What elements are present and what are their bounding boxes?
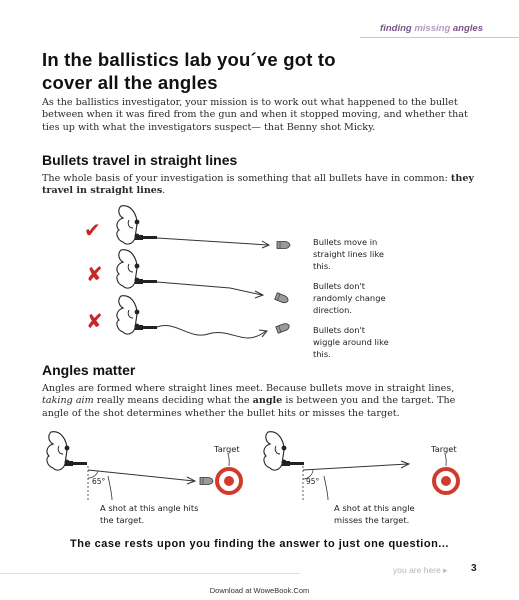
caption-hit: A shot at this angle hits the target. — [100, 503, 199, 525]
path-note-straight: Bullets move in straight lines like this. — [313, 237, 384, 271]
chapter-word-1: finding — [380, 23, 412, 34]
target-icon — [217, 469, 241, 493]
shooter-figure — [117, 206, 157, 244]
page-number: 3 — [471, 563, 477, 574]
miss-path-line — [303, 464, 408, 470]
shooter-figure — [47, 432, 87, 470]
bullet-icon — [275, 293, 290, 304]
chapter-word-2: missing — [414, 23, 451, 34]
footer-rule — [0, 573, 300, 574]
wiggly-path-line — [157, 325, 266, 338]
straight-path-line — [157, 238, 268, 245]
caption-miss: A shot at this angle misses the target. — [334, 503, 415, 525]
cross-mark-icon: ✘ — [86, 262, 103, 286]
bullets-text-after: . — [162, 185, 166, 197]
bullets-text-before: The whole basis of your investigation is something that all bullets have in common: — [42, 173, 451, 184]
caption-pointer — [108, 476, 112, 500]
page-title: In the ballistics lab you´ve got to cover all the angles — [42, 49, 336, 93]
angle-label-miss: 95° — [306, 477, 320, 486]
angles-text-3: is between you and the target. The angle of the shot determines whether the bullet hits or misses the target. — [42, 395, 456, 419]
bent-path-line — [157, 282, 262, 295]
angles-paragraph — [42, 383, 482, 420]
target-label: Target — [214, 444, 240, 454]
cross-mark-icon: ✘ — [86, 309, 103, 333]
shooter-figure — [117, 296, 157, 334]
path-note-bent: Bullets don't randomly change direction. — [313, 281, 386, 315]
angles-text-2: really means deciding what the — [93, 395, 253, 407]
case-question-line: The case rests upon you finding the answer to just one question... — [70, 538, 449, 550]
angles-text-1: Angles are formed where straight lines meet. Because bullets move in straight lines, — [42, 383, 455, 394]
caption-pointer — [324, 476, 328, 500]
target-label: Target — [431, 444, 457, 454]
angles-text-bold: angle — [252, 395, 283, 407]
angles-text-italic: taking aim — [42, 395, 94, 407]
section-heading-bullets: Bullets travel in straight lines — [42, 152, 238, 168]
target-icon — [434, 469, 458, 493]
path-note-wiggle: Bullets don't wiggle around like this. — [313, 325, 389, 359]
bullet-icon — [276, 322, 291, 333]
bullet-icon — [200, 478, 213, 485]
target-pointer — [445, 454, 446, 466]
intro-paragraph: As the ballistics investigator, your mission is to work out what happened to the bullet between when it was fired from the gun and when it stopped moving, and whether that ties up with what the investigators suspect— that Benny shot Micky. — [42, 97, 468, 133]
target-pointer — [228, 454, 229, 466]
angle-label-hit: 65° — [92, 477, 106, 486]
shooter-figure — [264, 432, 304, 470]
section-heading-angles: Angles matter — [42, 362, 136, 378]
check-mark-icon: ✔ — [84, 218, 101, 242]
download-credit: Download at WoweBook.Com — [209, 586, 310, 595]
chapter-word-3: angles — [452, 23, 483, 34]
bullets-text-bold: they travel in straight lines — [42, 173, 474, 197]
you-are-here-label: you are here ▸ — [393, 565, 448, 575]
shooter-figure — [117, 250, 157, 288]
bullet-icon — [277, 242, 290, 249]
